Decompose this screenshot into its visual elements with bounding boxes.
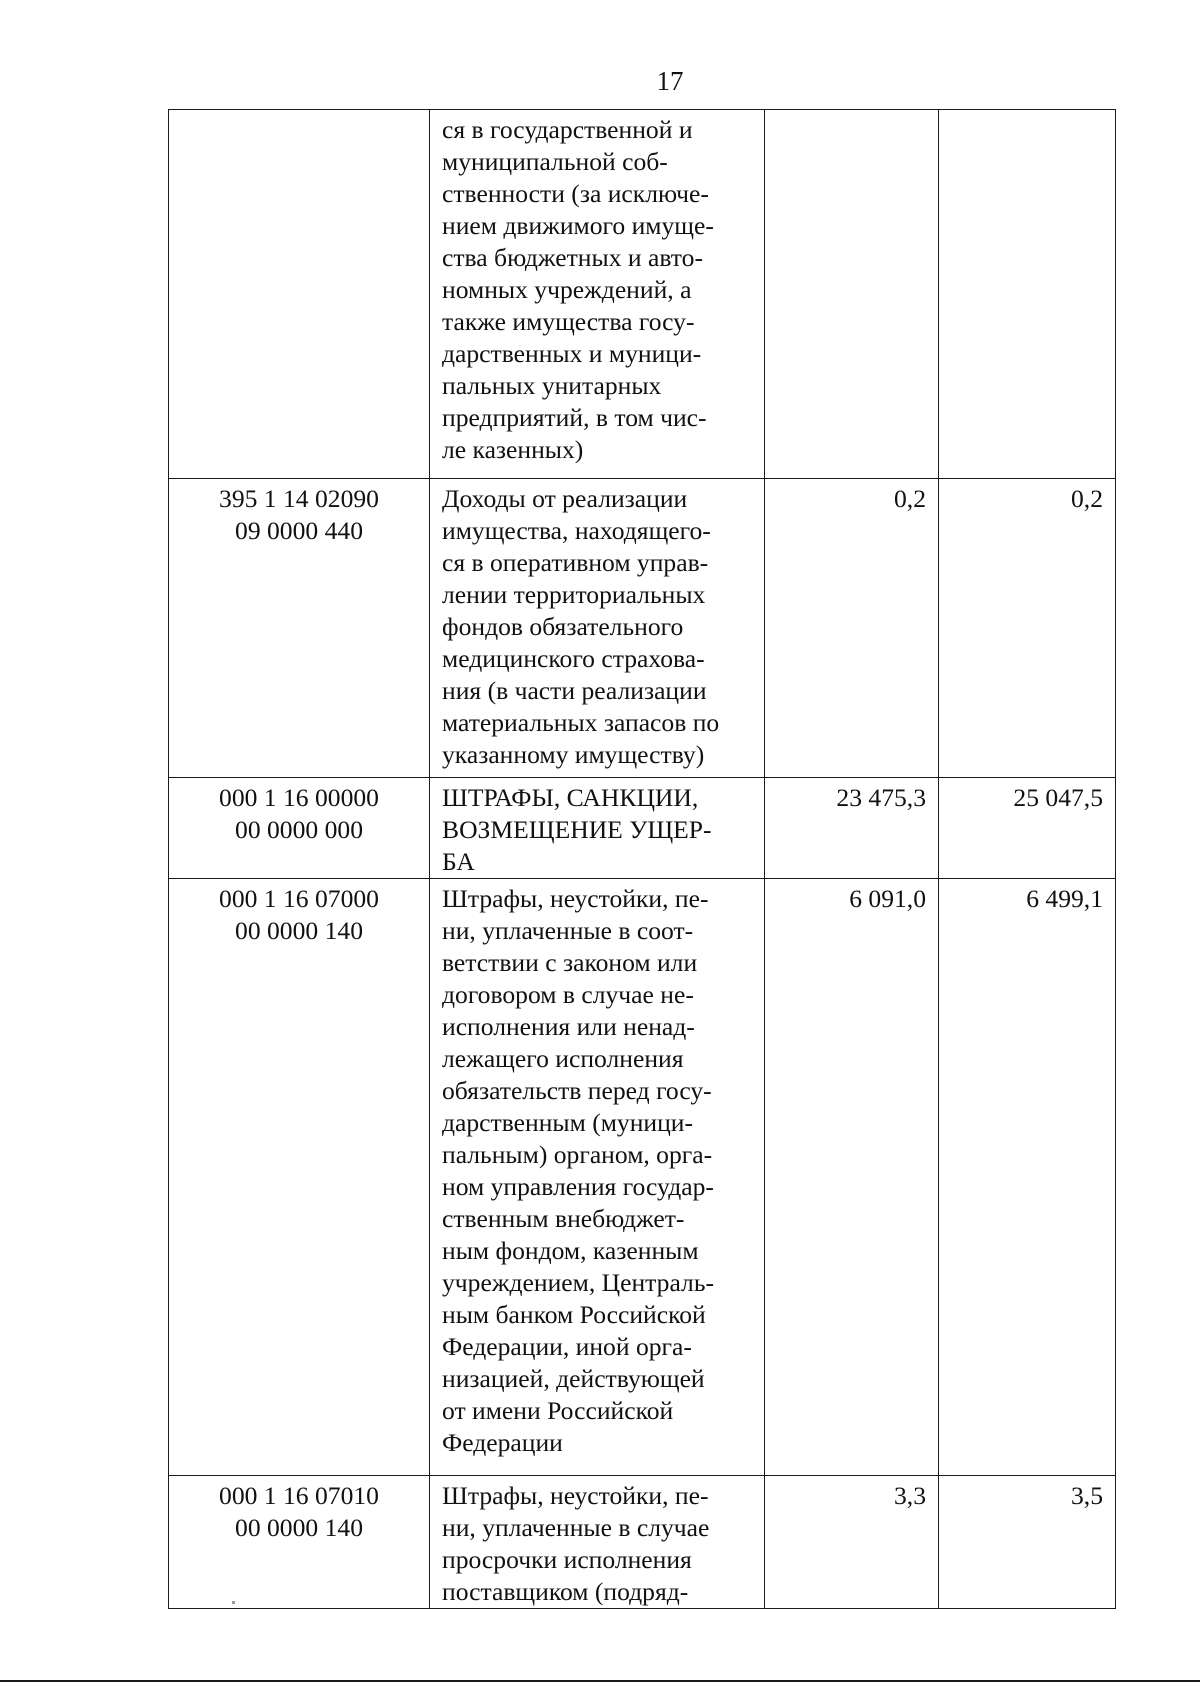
amount-cell-1: 0,2 [765, 479, 939, 778]
name-line: БА [442, 847, 475, 876]
name-line: ным банком Российской [442, 1300, 706, 1329]
table-row [169, 1476, 1116, 1609]
amount-cell-1: 3,3 [765, 1476, 939, 1609]
name-line: ния (в части реализации [442, 676, 707, 705]
income-name-cell [430, 110, 765, 479]
name-line: лежащего исполнения [442, 1044, 684, 1073]
income-name-cell [430, 778, 765, 879]
name-line: ном управления государ- [442, 1172, 714, 1201]
code-line: 00 0000 000 [235, 815, 363, 844]
name-line: материальных запасов по [442, 708, 720, 737]
amount-cell-2: 3,5 [939, 1476, 1116, 1609]
name-line: ШТРАФЫ, САНКЦИИ, [442, 783, 699, 812]
name-line: пальных унитарных [442, 371, 662, 400]
budget-code-cell [169, 1476, 430, 1609]
name-line: дарственным (муници- [442, 1108, 694, 1137]
name-line: фондов обязательного [442, 612, 684, 641]
name-line: дарственных и муници- [442, 339, 702, 368]
name-line: Доходы от реализации [442, 484, 688, 513]
budget-code-cell [169, 778, 430, 879]
name-line: Федерации, иной орга- [442, 1332, 692, 1361]
budget-code-cell [169, 479, 430, 778]
name-line: номных учреждений, а [442, 275, 692, 304]
code-line: 00 0000 140 [235, 916, 363, 945]
code-line: 09 0000 440 [235, 516, 363, 545]
amount-cell-2: 0,2 [939, 479, 1116, 778]
income-name-cell [430, 879, 765, 1476]
amount-cell-2 [939, 110, 1116, 479]
name-line: низацией, действующей [442, 1364, 705, 1393]
name-line: муниципальной соб- [442, 147, 668, 176]
name-line: также имущества госу- [442, 307, 695, 336]
name-line: Штрафы, неустойки, пе- [442, 1481, 709, 1510]
name-line: ни, уплаченные в соот- [442, 916, 694, 945]
name-line: договором в случае не- [442, 980, 694, 1009]
page-number: 17 [656, 66, 684, 96]
table-row [169, 879, 1116, 1476]
name-line: ле казенных) [442, 435, 584, 464]
name-line: медицинского страхова- [442, 644, 705, 673]
name-line: указанному имуществу) [442, 740, 705, 769]
code-line: 395 1 14 02090 [219, 484, 379, 513]
table-row [169, 778, 1116, 879]
name-line: ни, уплаченные в случае [442, 1513, 710, 1542]
name-line: ства бюджетных и авто- [442, 243, 703, 272]
name-line: ственным внебюджет- [442, 1204, 685, 1233]
name-line: лении территориальных [442, 580, 706, 609]
budget-code-cell [169, 879, 430, 1476]
code-line: 00 0000 140 [235, 1513, 363, 1542]
name-line: пальным) органом, орга- [442, 1140, 713, 1169]
name-line: учреждением, Централь- [442, 1268, 715, 1297]
name-line: ным фондом, казенным [442, 1236, 699, 1265]
amount-cell-1: 23 475,3 [765, 778, 939, 879]
table-row [169, 479, 1116, 778]
amount-cell-2: 6 499,1 [939, 879, 1116, 1476]
code-line: 000 1 16 07010 [219, 1481, 379, 1510]
name-line: поставщиком (подряд- [442, 1577, 689, 1606]
name-line: имущества, находящего- [442, 516, 711, 545]
name-line: ся в государственной и [442, 115, 693, 144]
code-line: 000 1 16 00000 [219, 783, 379, 812]
name-line: обязательств перед госу- [442, 1076, 712, 1105]
name-line: исполнения или ненад- [442, 1012, 695, 1041]
scan-speck [232, 1601, 235, 1604]
code-line: 000 1 16 07000 [219, 884, 379, 913]
income-name-cell [430, 479, 765, 778]
page-bottom-rule [0, 1680, 1200, 1682]
income-name-cell [430, 1476, 765, 1609]
name-line: нием движимого имуще- [442, 211, 714, 240]
name-line: просрочки исполнения [442, 1545, 692, 1574]
amount-cell-2: 25 047,5 [939, 778, 1116, 879]
name-line: ся в оперативном управ- [442, 548, 709, 577]
amount-cell-1 [765, 110, 939, 479]
revenue-table [168, 109, 1116, 1609]
name-line: предприятий, в том чис- [442, 403, 707, 432]
amount-cell-1: 6 091,0 [765, 879, 939, 1476]
name-line: ВОЗМЕЩЕНИЕ УЩЕР- [442, 815, 712, 844]
name-line: ветствии с законом или [442, 948, 698, 977]
table-row-continuation [169, 110, 1116, 479]
name-line: Штрафы, неустойки, пе- [442, 884, 709, 913]
name-line: Федерации [442, 1428, 563, 1457]
name-line: ственности (за исключе- [442, 179, 709, 208]
budget-code-cell [169, 110, 430, 479]
name-line: от имени Российской [442, 1396, 674, 1425]
